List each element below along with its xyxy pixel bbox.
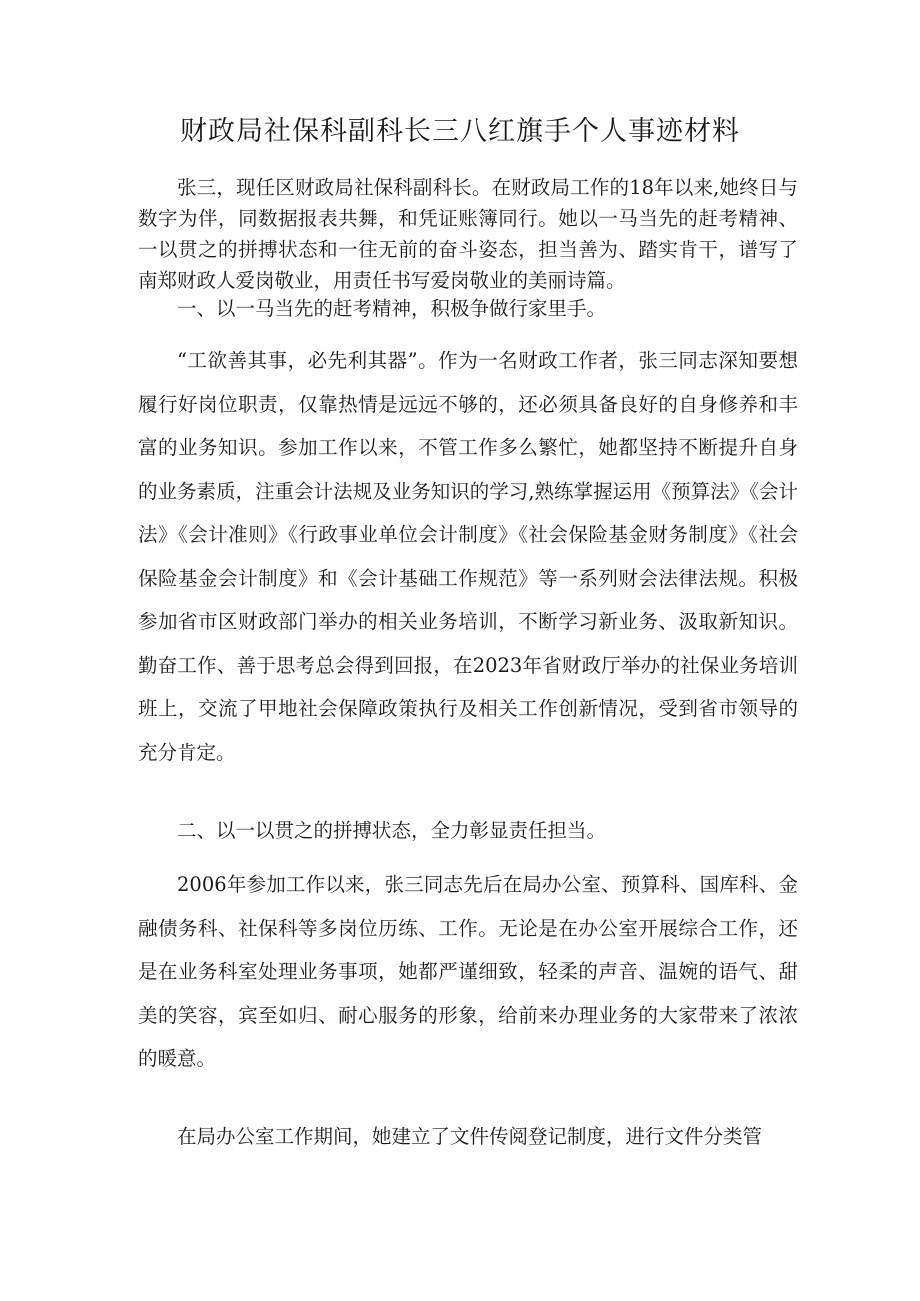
body-paragraph: 2006年参加工作以来，张三同志先后在局办公室、预算科、国库科、金融债务科、社保科等多岗位历练、工作。无论是在办公室开展综合工作，还是在业务科室处理业务事项，她都严谨细致，轻柔的声音、温婉的语气、甜美的笑容，宾至如归、耐心服务的形象，给前来办理业务的大家带来了浓浓的暖意。 [138, 873, 798, 1070]
section-heading-1: 一、以一马当先的赶考精神，积极争做行家里手。 [177, 297, 607, 320]
document-title: 财政局社保科副科长三八红旗手个人事迹材料 [180, 116, 740, 147]
body-paragraph: 在局办公室工作期间，她建立了文件传阅登记制度，进行文件分类管 [177, 1125, 763, 1148]
intro-paragraph: 张三，现任区财政局社保科副科长。在财政局工作的18年以来,她终日与数字为伴，同数据报表共舞，和凭证账簿同行。她以一马当先的赶考精神、一以贯之的拼搏状态和一往无前的奋斗姿态，担当善为、踏实肯干，谱写了南郑财政人爱岗敬业，用责任书写爱岗敬业的美丽诗篇。 [138, 176, 798, 292]
section-heading-2: 二、以一以贯之的拼搏状态，全力彰显责任担当。 [177, 819, 607, 842]
body-paragraph: “工欲善其事，必先利其器”。作为一名财政工作者，张三同志深知要想履行好岗位职责，仅靠热情是远远不够的，还必须具备良好的自身修养和丰富的业务知识。参加工作以来，不管工作多么繁忙，她都坚持不断提升自身的业务素质，注重会计法规及业务知识的学习,熟练掌握运用《预算法》《会计法》《会计准则》《行政事业单位会计制度》《社会保险基金财务制度》《社会保险基金会计制度》和《会计基础工作规范》等一系列财会法律法规。积极参加省市区财政部门举办的相关业务培训，不断学习新业务、汲取新知识。勤奋工作、善于思考总会得到回报，在2023年省财政厅举办的社保业务培训班上，交流了甲地社会保障政策执行及相关工作创新情况，受到省市领导的充分肯定。 [138, 349, 798, 764]
